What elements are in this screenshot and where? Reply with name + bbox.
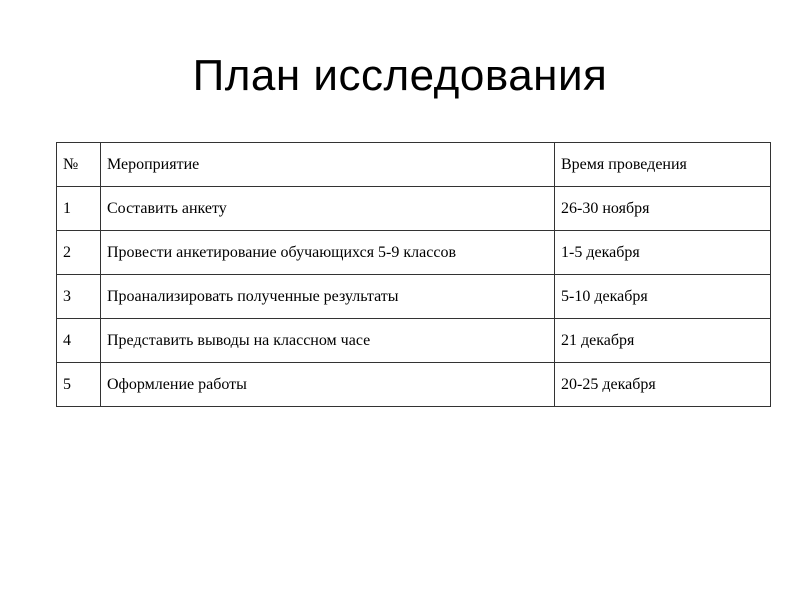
row-event: Проанализировать полученные результаты [101,275,555,319]
header-event: Мероприятие [101,143,555,187]
row-number: 4 [57,319,101,363]
row-time: 26-30 ноября [555,187,771,231]
slide-title: План исследования [192,51,608,100]
row-number: 5 [57,363,101,407]
row-time: 5-10 декабря [555,275,771,319]
row-event: Оформление работы [101,363,555,407]
table-row [57,275,771,319]
table-header-row [57,143,771,187]
row-number: 2 [57,231,101,275]
row-number: 3 [57,275,101,319]
table-header [57,143,771,187]
table-row [57,363,771,407]
row-time: 1-5 декабря [555,231,771,275]
table-row [57,187,771,231]
header-number: № [57,143,101,187]
table-row [57,319,771,363]
header-time: Время проведения [555,143,771,187]
row-event: Представить выводы на классном часе [101,319,555,363]
research-plan-table [56,142,771,407]
row-number: 1 [57,187,101,231]
row-time: 20-25 декабря [555,363,771,407]
table-row [57,231,771,275]
row-event: Составить анкету [101,187,555,231]
row-event: Провести анкетирование обучающихся 5-9 классов [101,231,555,275]
table-body [57,187,771,407]
row-time: 21 декабря [555,319,771,363]
